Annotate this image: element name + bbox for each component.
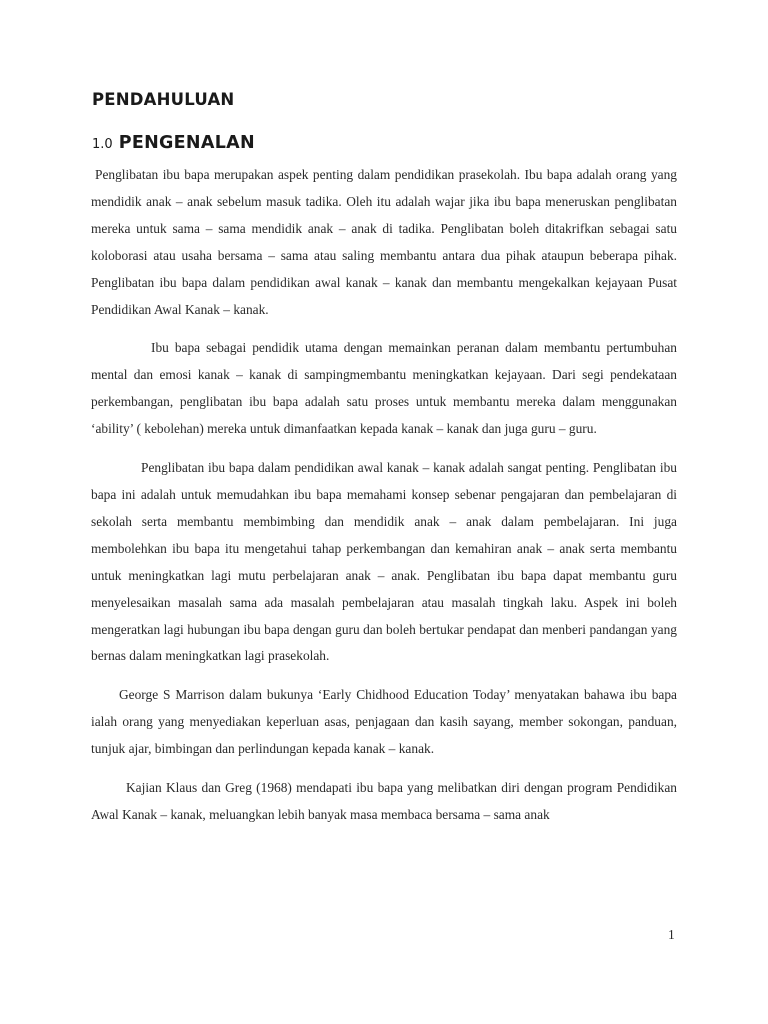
- section-title: PENGENALAN: [118, 133, 255, 153]
- section-heading: [92, 128, 255, 155]
- body-text: [91, 162, 677, 841]
- page-number: 1: [668, 927, 675, 942]
- section-number: 1.0: [92, 137, 113, 152]
- paragraph-2: Ibu bapa sebagai pendidik utama dengan memainkan peranan dalam membantu pertumbuhan mental dan emosi kanak – kanak di sampingmembantu meningkatkan kejayaan. Dari segi pendekataan perkembangan, penglibatan ibu bapa adalah satu proses untuk membantu mereka dalam menggunakan ‘ability’ ( kebolehan) mereka untuk dimanfaatkan kepada kanak – kanak dan juga guru – guru.: [91, 340, 677, 437]
- paragraph-1: Penglibatan ibu bapa merupakan aspek penting dalam pendidikan prasekolah. Ibu bapa adalah orang yang mendidik anak – anak sebelum masuk tadika. Oleh itu adalah wajar jika ibu bapa meneruskan penglibatan mereka untuk sama – sama mendidik anak – anak di tadika. Penglibatan boleh ditakrifkan sebagai satu koloborasi atau usaha bersama – sama atau saling membantu antara dua pihak ataupun beberapa pihak. Penglibatan ibu bapa dalam pendidikan awal kanak – kanak dan membantu mengekalkan kejayaan Pusat Pendidikan Awal Kanak – kanak.: [91, 167, 677, 317]
- paragraph-4: George S Marrison dalam bukunya ‘Early Chidhood Education Today’ menyatakan bahawa ibu bapa ialah orang yang menyediakan keperluan asas, penjagaan dan kasih sayang, member sokongan, panduan, tunjuk ajar, bimbingan dan perlindungan kepada kanak – kanak.: [91, 687, 677, 757]
- document-title: PENDAHULUAN: [92, 90, 235, 109]
- paragraph-5: Kajian Klaus dan Greg (1968) mendapati ibu bapa yang melibatkan diri dengan program Pendidikan Awal Kanak – kanak, meluangkan lebih banyak masa membaca bersama – sama anak: [91, 780, 677, 822]
- paragraph-3: Penglibatan ibu bapa dalam pendidikan awal kanak – kanak adalah sangat penting. Penglibatan ibu bapa ini adalah untuk memudahkan ibu bapa memahami konsep sebenar pengajaran dan pembelajaran di sekolah serta membantu membimbing dan mendidik anak – anak dalam pembelajaran. Ini juga membolehkan ibu bapa itu mengetahui tahap perkembangan dan kemahiran anak – anak serta membantu untuk meningkatkan lagi mutu perbelajaran anak – anak. Penglibatan ibu bapa dapat membantu guru menyelesaikan masalah sama ada masalah pembelajaran atau masalah tingkah laku. Aspek ini boleh mengeratkan lagi hubungan ibu bapa dengan guru dan boleh bertukar pendapat dan menberi pandangan yang bernas dalam meningkatkan lagi prasekolah.: [91, 460, 677, 664]
